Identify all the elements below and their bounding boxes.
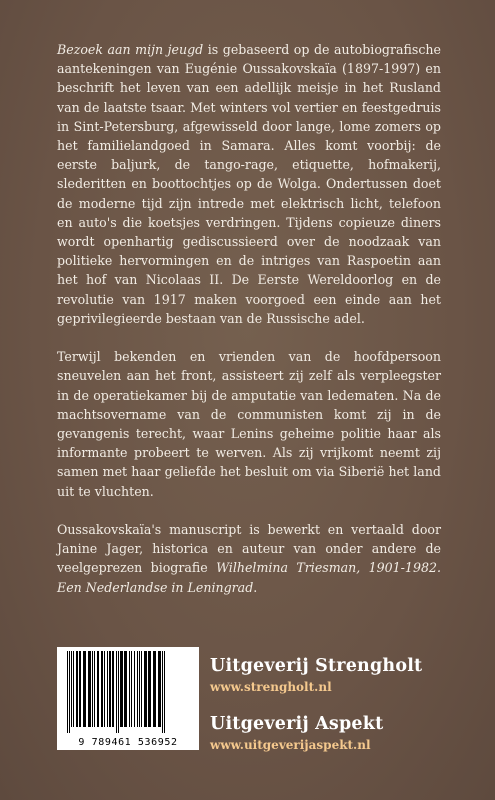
barcode-bar (131, 651, 132, 727)
barcode-bar (116, 651, 117, 733)
isbn-barcode (57, 647, 199, 750)
barcode-bar (69, 651, 70, 733)
blurb-paragraph-1 (57, 40, 441, 328)
blurb-paragraph-3 (57, 520, 441, 597)
barcode-bar (94, 651, 95, 727)
publisher-strengholt (210, 656, 422, 695)
blurb-paragraph-2: Terwijl bekenden en vrienden van de hoofdpersoon sneuvelen aan het front, assisteert zij zelf als verpleegster in de operatiekamer bij de amputatie van ledematen. Na de machtsovername van de communisten komt zij in de gevangenis terecht, waar Lenins geheime politie haar als informante probeert te werven. Als zij vrijkomt neemt zij samen met haar geliefde het besluit om via Siberië het land uit te vluchten. (57, 349, 441, 499)
barcode-bar (144, 651, 147, 727)
publisher-aspekt (210, 714, 383, 753)
publisher-url[interactable]: www.uitgeverijaspekt.nl (210, 738, 371, 752)
blurb-paragraph-1-text: is gebaseerd op de autobiografische aantekeningen van Eugénie Oussakovskaïa (1897-1997) en beschrift het leven van een adellijk meisje in het Rusland van de laatste tsaar. Met winters vol vertier en feestgedruis in Sint-Petersburg, afgewisseld door lange, lome zomers op het familielandgoed in Samara. Alles komt voorbij: de eerste baljurk, de tango-rage, etiquette, hofmakerij, slederitten en boottochtjes op de Wolga. Ondertussen doet de moderne tijd zijn intrede met elektrisch licht, telefoon en auto's die koetsjes verdringen. Tijdens copieuze diners wordt openhartig gediscussieerd over de noodzaak van politieke hervormingen en de intriges van Raspoetin aan het hof van Nicolaas II. De Eerste Wereldoorlog en de revolutie van 1917 maken voorgoed een einde aan het geprivilegieerde bestaan van de Russische adel. (57, 42, 441, 326)
referenced-book-title: Wilhelmina Triesman, 1901-1982. Een Nederlandse in Leningrad (57, 560, 441, 595)
barcode-bar (76, 651, 78, 727)
publisher-url[interactable]: www.strengholt.nl (210, 680, 332, 694)
barcode-bar (134, 651, 135, 727)
barcode-bar (141, 651, 142, 727)
barcode-bar (73, 651, 74, 727)
barcode-bar (137, 651, 138, 727)
barcode-bar (101, 651, 103, 727)
barcode-bar (109, 651, 111, 727)
barcode-bar (124, 651, 127, 727)
barcode-bar (158, 651, 161, 727)
blurb-text (57, 40, 441, 597)
barcode-bar (148, 651, 151, 727)
isbn-number: 9 789461 536952 (78, 737, 178, 748)
barcode-bar (88, 651, 91, 727)
barcode-bar (92, 651, 93, 727)
barcode-bar (67, 651, 68, 733)
barcode-bar (83, 651, 86, 727)
barcode-bar (107, 651, 108, 727)
barcode-bar (71, 651, 72, 727)
barcode-bar (139, 651, 140, 727)
barcode-bar (104, 651, 105, 727)
publisher-name: Uitgeverij Aspekt (210, 714, 384, 734)
barcode-bar (162, 651, 163, 733)
publisher-name: Uitgeverij Strengholt (210, 656, 423, 676)
blurb-paragraph-3-text: Oussakovskaïa's manuscript is bewerkt en vertaald door Janine Jager, historica en auteur van onder andere de veelgeprezen biografie (57, 522, 441, 576)
barcode-bar (129, 651, 130, 727)
barcode-bar (112, 651, 114, 727)
barcode-bar (79, 651, 81, 727)
barcode-bar (153, 651, 156, 727)
blurb-paragraph-3-end: . (253, 579, 258, 595)
barcode-bars (61, 651, 195, 733)
barcode-bar (164, 651, 165, 733)
book-title: Bezoek aan mijn jeugd (57, 42, 204, 57)
barcode-bar (120, 651, 123, 727)
barcode-bar (97, 651, 99, 727)
barcode-bar (118, 651, 119, 733)
